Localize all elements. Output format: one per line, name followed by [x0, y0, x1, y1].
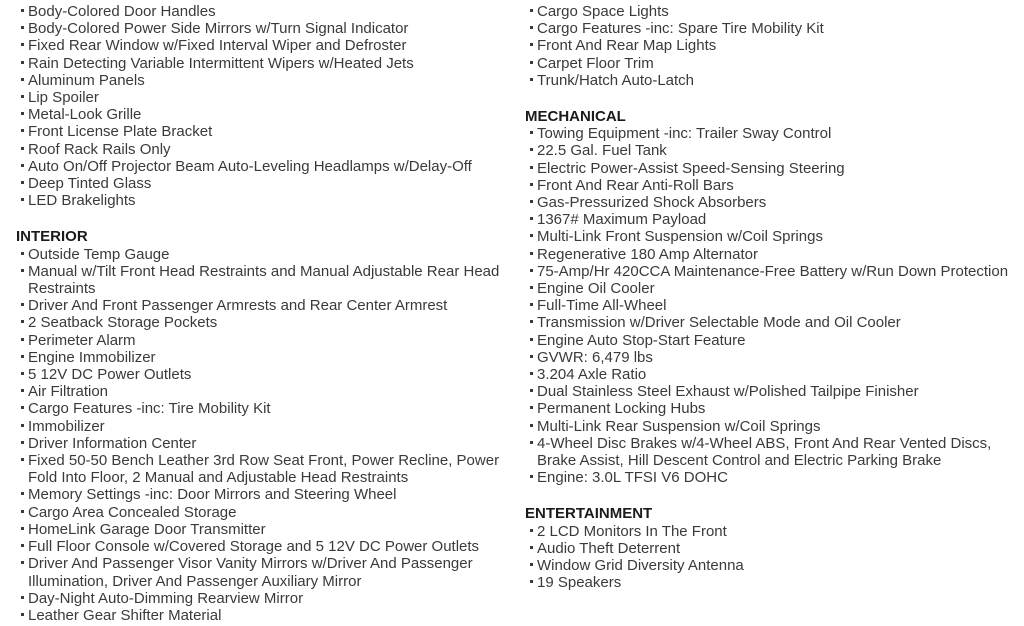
- feature-item-label: Leather Gear Shifter Material: [28, 606, 222, 624]
- feature-item-label: 1367# Maximum Payload: [537, 211, 707, 229]
- bullet-icon: [530, 148, 533, 151]
- feature-item: [16, 106, 525, 123]
- feature-item-label: Auto On/Off Projector Beam Auto-Leveling Headlamps w/Delay-Off: [28, 157, 472, 175]
- feature-item-label: Air Filtration: [28, 383, 109, 401]
- feature-item: [16, 20, 525, 37]
- feature-item: [525, 142, 1024, 159]
- feature-item-label: Front And Rear Map Lights: [537, 37, 717, 55]
- bullet-icon: [530, 475, 533, 478]
- feature-item: [525, 228, 1024, 245]
- feature-item: [525, 574, 1024, 591]
- bullet-icon: [530, 252, 533, 255]
- bullet-icon: [530, 9, 533, 12]
- feature-item-label: Carpet Floor Trim: [537, 54, 654, 72]
- bullet-icon: [21, 164, 24, 167]
- feature-item-label: Full-Time All-Wheel: [537, 297, 667, 315]
- feature-item-label: Immobilizer: [28, 417, 105, 435]
- bullet-icon: [21, 112, 24, 115]
- bullet-icon: [21, 561, 24, 564]
- bullet-icon: [530, 546, 533, 549]
- feature-item: [525, 3, 1024, 20]
- bullet-icon: [530, 563, 533, 566]
- feature-item-label: Front And Rear Anti-Roll Bars: [537, 176, 734, 194]
- feature-item: [16, 263, 525, 297]
- bullet-icon: [21, 303, 24, 306]
- bullet-icon: [530, 303, 533, 306]
- feature-item: [525, 540, 1024, 557]
- feature-item: [16, 504, 525, 521]
- bullet-icon: [21, 510, 24, 513]
- feature-section-interior: [16, 228, 525, 624]
- feature-item-label: 75-Amp/Hr 420CCA Maintenance-Free Battery w/Run Down Protection: [537, 262, 1009, 280]
- feature-section-continued: [525, 3, 1024, 89]
- feature-item-label: Electric Power-Assist Speed-Sensing Steering: [537, 159, 845, 177]
- feature-item: [16, 37, 525, 54]
- feature-item-label: Regenerative 180 Amp Alternator: [537, 245, 758, 263]
- feature-item-label: Dual Stainless Steel Exhaust w/Polished Tailpipe Finisher: [537, 383, 919, 401]
- bullet-icon: [21, 338, 24, 341]
- feature-item: [525, 469, 1024, 486]
- feature-item-label: Lip Spoiler: [28, 89, 99, 107]
- bullet-icon: [21, 458, 24, 461]
- feature-item: [525, 349, 1024, 366]
- bullet-icon: [21, 492, 24, 495]
- bullet-icon: [530, 529, 533, 532]
- feature-item-label: Multi-Link Rear Suspension w/Coil Springs: [537, 417, 821, 435]
- feature-item: [16, 314, 525, 331]
- bullet-icon: [530, 200, 533, 203]
- bullet-icon: [530, 131, 533, 134]
- feature-item: [16, 89, 525, 106]
- feature-item: [16, 158, 525, 175]
- bullet-icon: [21, 147, 24, 150]
- feature-item-label: GVWR: 6,479 lbs: [537, 348, 653, 366]
- feature-item-label: Full Floor Console w/Covered Storage and 5 12V DC Power Outlets: [28, 538, 480, 556]
- bullet-icon: [21, 389, 24, 392]
- bullet-icon: [21, 355, 24, 358]
- section-heading: MECHANICAL: [525, 108, 626, 126]
- bullet-icon: [530, 406, 533, 409]
- feature-item-label: Fixed Rear Window w/Fixed Interval Wiper and Defroster: [28, 37, 407, 55]
- feature-item-label: LED Brakelights: [28, 192, 136, 210]
- feature-item-label: 19 Speakers: [537, 574, 622, 592]
- feature-item-label: Towing Equipment -inc: Trailer Sway Control: [537, 125, 832, 143]
- bullet-icon: [530, 286, 533, 289]
- feature-item: [16, 349, 525, 366]
- feature-item-label: Cargo Features -inc: Tire Mobility Kit: [28, 400, 271, 418]
- feature-item: [525, 418, 1024, 435]
- feature-item-label: Multi-Link Front Suspension w/Coil Springs: [537, 228, 823, 246]
- feature-item: [16, 123, 525, 140]
- feature-item: [16, 175, 525, 192]
- feature-item-label: 2 Seatback Storage Pockets: [28, 314, 218, 332]
- bullet-icon: [21, 26, 24, 29]
- feature-item: [525, 246, 1024, 263]
- feature-item-label: Permanent Locking Hubs: [537, 400, 706, 418]
- feature-item: [16, 607, 525, 624]
- bullet-icon: [530, 217, 533, 220]
- feature-item: [16, 3, 525, 20]
- bullet-icon: [530, 166, 533, 169]
- feature-item: [16, 400, 525, 417]
- bullet-icon: [21, 43, 24, 46]
- feature-item: [525, 160, 1024, 177]
- feature-item-label: Outside Temp Gauge: [28, 245, 170, 263]
- feature-item: [525, 177, 1024, 194]
- bullet-icon: [21, 596, 24, 599]
- feature-item: [525, 435, 1024, 469]
- bullet-icon: [21, 95, 24, 98]
- feature-item-label: Engine Oil Cooler: [537, 280, 655, 298]
- bullet-icon: [21, 269, 24, 272]
- bullet-icon: [530, 183, 533, 186]
- bullet-icon: [530, 234, 533, 237]
- feature-item-label: Trunk/Hatch Auto-Latch: [537, 71, 695, 89]
- bullet-icon: [530, 580, 533, 583]
- bullet-icon: [21, 252, 24, 255]
- feature-item-label: HomeLink Garage Door Transmitter: [28, 520, 266, 538]
- bullet-icon: [530, 355, 533, 358]
- bullet-icon: [21, 372, 24, 375]
- feature-item-label: Memory Settings -inc: Door Mirrors and Steering Wheel: [28, 486, 397, 504]
- feature-item: [525, 366, 1024, 383]
- feature-item: [525, 400, 1024, 417]
- feature-item: [525, 37, 1024, 54]
- bullet-icon: [21, 613, 24, 616]
- feature-item-label: Cargo Space Lights: [537, 3, 669, 20]
- feature-item: [16, 192, 525, 209]
- feature-section-entertainment: [525, 505, 1024, 591]
- feature-item-label: Body-Colored Power Side Mirrors w/Turn Signal Indicator: [28, 20, 409, 38]
- feature-item: [16, 418, 525, 435]
- bullet-icon: [530, 43, 533, 46]
- feature-section-mechanical: [525, 108, 1024, 486]
- section-heading: INTERIOR: [16, 228, 88, 246]
- feature-item: [16, 246, 525, 263]
- feature-item-label: 4-Wheel Disc Brakes w/4-Wheel ABS, Front And Rear Vented Discs, Brake Assist, Hill Descent Control and Electric Parking Brake: [537, 434, 992, 470]
- feature-item: [16, 590, 525, 607]
- feature-item: [16, 452, 525, 486]
- bullet-icon: [530, 26, 533, 29]
- feature-item: [525, 55, 1024, 72]
- bullet-icon: [530, 269, 533, 272]
- feature-item: [525, 314, 1024, 331]
- feature-item-label: 22.5 Gal. Fuel Tank: [537, 142, 667, 160]
- feature-item-label: Roof Rack Rails Only: [28, 140, 171, 158]
- feature-item: [16, 141, 525, 158]
- bullet-icon: [21, 406, 24, 409]
- feature-item-label: Driver And Passenger Visor Vanity Mirrors w/Driver And Passenger Illumination, Driver And Passenger Auxiliary Mirror: [28, 555, 473, 590]
- feature-item: [525, 125, 1024, 142]
- feature-column-right: [525, 3, 1024, 624]
- bullet-icon: [530, 61, 533, 64]
- bullet-icon: [21, 320, 24, 323]
- feature-column-left: [0, 3, 525, 624]
- feature-item-label: 2 LCD Monitors In The Front: [537, 522, 727, 540]
- feature-item-label: Body-Colored Door Handles: [28, 3, 216, 20]
- bullet-icon: [530, 389, 533, 392]
- feature-item-label: Transmission w/Driver Selectable Mode and Oil Cooler: [537, 314, 901, 332]
- feature-item: [525, 263, 1024, 280]
- feature-item-label: Cargo Area Concealed Storage: [28, 503, 237, 521]
- feature-item: [16, 55, 525, 72]
- feature-item-label: Rain Detecting Variable Intermittent Wipers w/Heated Jets: [28, 54, 414, 72]
- feature-item: [16, 297, 525, 314]
- feature-item: [16, 486, 525, 503]
- feature-item-label: Driver Information Center: [28, 434, 197, 452]
- feature-item-label: Cargo Features -inc: Spare Tire Mobility Kit: [537, 20, 824, 38]
- bullet-icon: [530, 372, 533, 375]
- feature-item: [525, 72, 1024, 89]
- feature-item-label: Engine Immobilizer: [28, 348, 156, 366]
- section-heading: ENTERTAINMENT: [525, 505, 653, 523]
- feature-item: [16, 366, 525, 383]
- feature-item-label: Deep Tinted Glass: [28, 175, 152, 193]
- feature-item: [16, 435, 525, 452]
- feature-item: [525, 297, 1024, 314]
- feature-item-label: Window Grid Diversity Antenna: [537, 557, 744, 575]
- feature-item: [16, 521, 525, 538]
- bullet-icon: [21, 424, 24, 427]
- bullet-icon: [21, 61, 24, 64]
- feature-item: [16, 538, 525, 555]
- bullet-icon: [21, 181, 24, 184]
- bullet-icon: [21, 78, 24, 81]
- feature-item-label: Gas-Pressurized Shock Absorbers: [537, 194, 767, 212]
- feature-item: [525, 20, 1024, 37]
- feature-item: [525, 211, 1024, 228]
- feature-item-label: 5 12V DC Power Outlets: [28, 366, 192, 384]
- bullet-icon: [21, 527, 24, 530]
- feature-item: [16, 72, 525, 89]
- bullet-icon: [21, 129, 24, 132]
- feature-item-label: Audio Theft Deterrent: [537, 539, 681, 557]
- feature-item: [525, 383, 1024, 400]
- feature-section-continued: [16, 3, 525, 209]
- feature-item: [525, 332, 1024, 349]
- feature-item-label: Aluminum Panels: [28, 71, 145, 89]
- feature-item: [16, 555, 525, 589]
- feature-item-label: Day-Night Auto-Dimming Rearview Mirror: [28, 589, 304, 607]
- feature-item-label: Metal-Look Grille: [28, 106, 142, 124]
- feature-item-label: Front License Plate Bracket: [28, 123, 213, 141]
- feature-item: [16, 383, 525, 400]
- feature-item-label: 3.204 Axle Ratio: [537, 366, 647, 384]
- bullet-icon: [530, 441, 533, 444]
- feature-item: [525, 194, 1024, 211]
- bullet-icon: [21, 544, 24, 547]
- bullet-icon: [530, 78, 533, 81]
- feature-item: [16, 332, 525, 349]
- bullet-icon: [530, 338, 533, 341]
- feature-item-label: Driver And Front Passenger Armrests and Rear Center Armrest: [28, 297, 448, 315]
- feature-item: [525, 523, 1024, 540]
- feature-item: [525, 557, 1024, 574]
- bullet-icon: [530, 424, 533, 427]
- feature-item-label: Perimeter Alarm: [28, 331, 136, 349]
- bullet-icon: [21, 441, 24, 444]
- bullet-icon: [530, 320, 533, 323]
- feature-item-label: Fixed 50-50 Bench Leather 3rd Row Seat Front, Power Recline, Power Fold Into Floor, 2 Manual and Adjustable Head Restraints: [28, 452, 500, 487]
- feature-item-label: Engine: 3.0L TFSI V6 DOHC: [537, 469, 728, 487]
- feature-item-label: Engine Auto Stop-Start Feature: [537, 331, 746, 349]
- feature-item-label: Manual w/Tilt Front Head Restraints and Manual Adjustable Rear Head Restraints: [28, 262, 500, 298]
- feature-item: [525, 280, 1024, 297]
- bullet-icon: [21, 198, 24, 201]
- bullet-icon: [21, 9, 24, 12]
